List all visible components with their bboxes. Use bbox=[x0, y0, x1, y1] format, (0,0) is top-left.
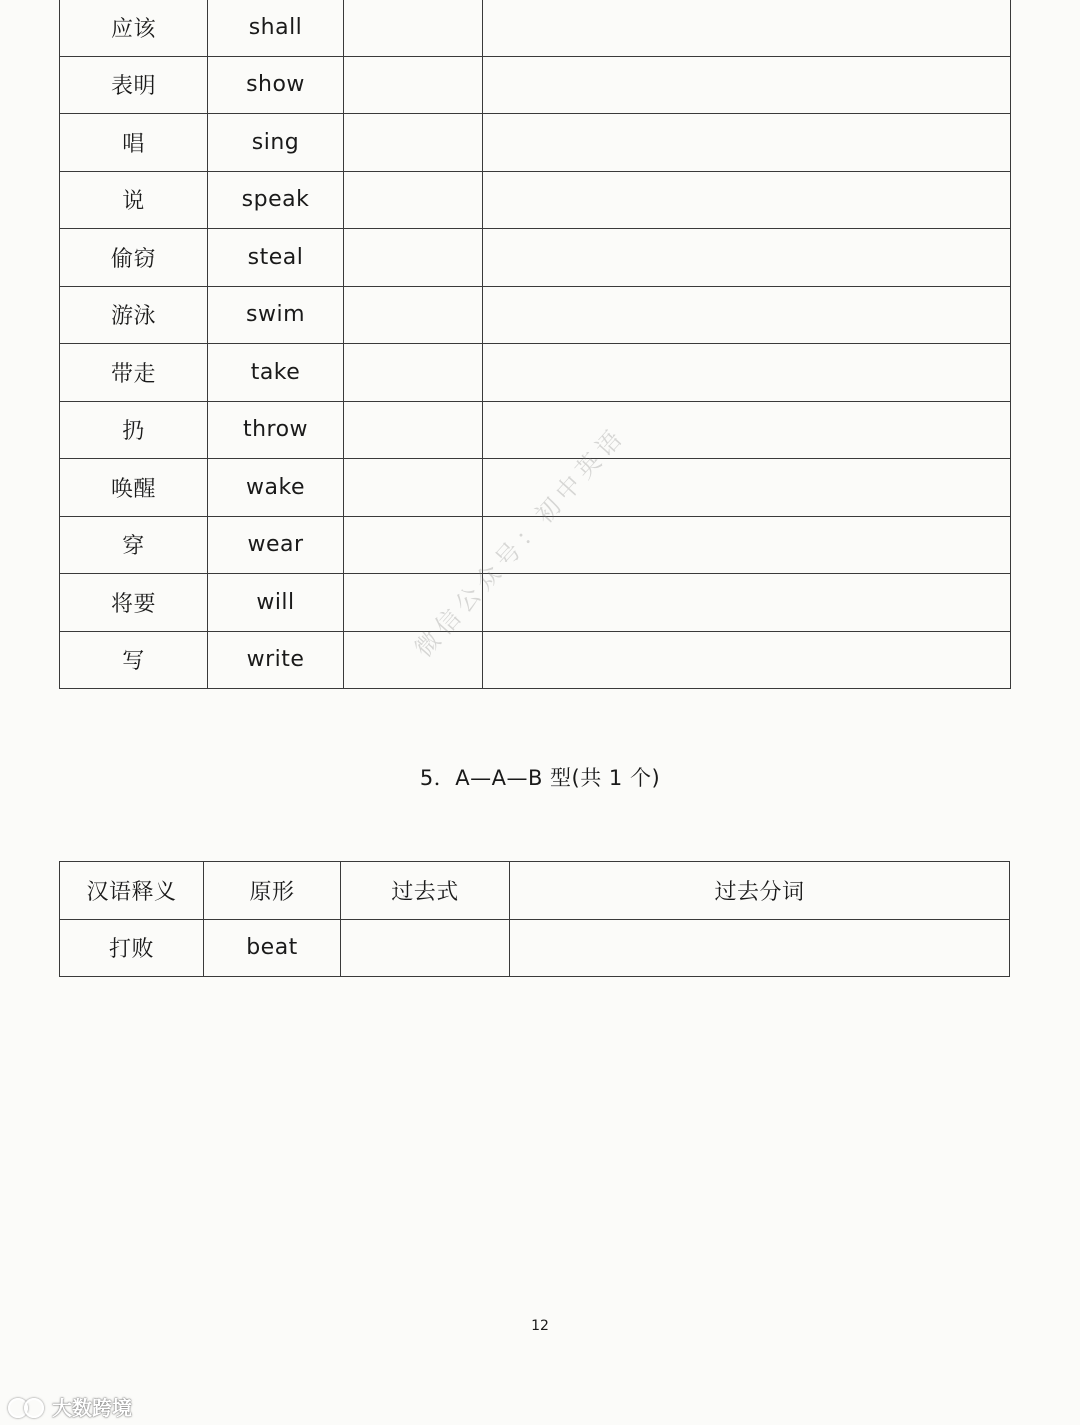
cell-past[interactable] bbox=[344, 229, 483, 287]
cell-past[interactable] bbox=[344, 56, 483, 114]
cell-base: shall bbox=[208, 0, 344, 56]
table-row bbox=[60, 229, 1011, 287]
cell-base: sing bbox=[208, 114, 344, 172]
cell-meaning: 扔 bbox=[60, 401, 208, 459]
verb-table-continued bbox=[59, 0, 1011, 689]
watermark: 微信公众号：初中英语 bbox=[409, 421, 632, 663]
cell-past[interactable] bbox=[344, 401, 483, 459]
table-row bbox=[60, 919, 1010, 977]
cell-past[interactable] bbox=[344, 171, 483, 229]
cell-meaning: 唱 bbox=[60, 114, 208, 172]
cell-past[interactable] bbox=[344, 459, 483, 517]
cell-base: steal bbox=[208, 229, 344, 287]
cell-base: wake bbox=[208, 459, 344, 517]
cell-meaning: 穿 bbox=[60, 516, 208, 574]
site-logo bbox=[8, 1392, 132, 1421]
cell-meaning: 打败 bbox=[60, 919, 204, 977]
logo-text: 大数跨境 bbox=[52, 1396, 132, 1420]
cell-participle[interactable] bbox=[483, 516, 1011, 574]
cell-meaning: 说 bbox=[60, 171, 208, 229]
cell-meaning: 偷窃 bbox=[60, 229, 208, 287]
cell-participle[interactable] bbox=[483, 56, 1011, 114]
cell-participle[interactable] bbox=[483, 631, 1011, 689]
cell-meaning: 应该 bbox=[60, 0, 208, 56]
cell-participle[interactable] bbox=[510, 919, 1010, 977]
table-row bbox=[60, 0, 1011, 56]
header-base: 原形 bbox=[204, 862, 341, 920]
table-row bbox=[60, 171, 1011, 229]
cell-meaning: 将要 bbox=[60, 574, 208, 632]
cell-base: will bbox=[208, 574, 344, 632]
cell-participle[interactable] bbox=[483, 0, 1011, 56]
cell-meaning: 带走 bbox=[60, 344, 208, 402]
header-past: 过去式 bbox=[341, 862, 510, 920]
cell-past[interactable] bbox=[344, 114, 483, 172]
page-number: 12 bbox=[531, 1318, 549, 1334]
table-row bbox=[60, 344, 1011, 402]
header-participle: 过去分词 bbox=[510, 862, 1010, 920]
table-row bbox=[60, 401, 1011, 459]
cell-base: beat bbox=[204, 919, 341, 977]
table-header-row bbox=[60, 862, 1010, 920]
cell-past[interactable] bbox=[344, 0, 483, 56]
cell-base: swim bbox=[208, 286, 344, 344]
cell-meaning: 写 bbox=[60, 631, 208, 689]
cell-participle[interactable] bbox=[483, 114, 1011, 172]
cell-base: throw bbox=[208, 401, 344, 459]
table-row bbox=[60, 574, 1011, 632]
cell-meaning: 唤醒 bbox=[60, 459, 208, 517]
logo-circles-icon bbox=[8, 1396, 46, 1418]
cell-participle[interactable] bbox=[483, 229, 1011, 287]
cell-past[interactable] bbox=[341, 919, 510, 977]
cell-past[interactable] bbox=[344, 286, 483, 344]
cell-base: write bbox=[208, 631, 344, 689]
table-row bbox=[60, 114, 1011, 172]
table-row bbox=[60, 631, 1011, 689]
cell-meaning: 游泳 bbox=[60, 286, 208, 344]
cell-participle[interactable] bbox=[483, 574, 1011, 632]
table-row bbox=[60, 286, 1011, 344]
cell-participle[interactable] bbox=[483, 171, 1011, 229]
cell-base: take bbox=[208, 344, 344, 402]
section-title: 5．A—A—B 型(共 1 个) bbox=[419, 766, 661, 790]
cell-meaning: 表明 bbox=[60, 56, 208, 114]
cell-base: show bbox=[208, 56, 344, 114]
header-meaning: 汉语释义 bbox=[60, 862, 204, 920]
cell-past[interactable] bbox=[344, 344, 483, 402]
cell-past[interactable] bbox=[344, 516, 483, 574]
cell-participle[interactable] bbox=[483, 286, 1011, 344]
table-row bbox=[60, 56, 1011, 114]
aab-verb-table bbox=[59, 861, 1010, 977]
cell-participle[interactable] bbox=[483, 344, 1011, 402]
cell-base: wear bbox=[208, 516, 344, 574]
cell-participle[interactable] bbox=[483, 401, 1011, 459]
cell-base: speak bbox=[208, 171, 344, 229]
